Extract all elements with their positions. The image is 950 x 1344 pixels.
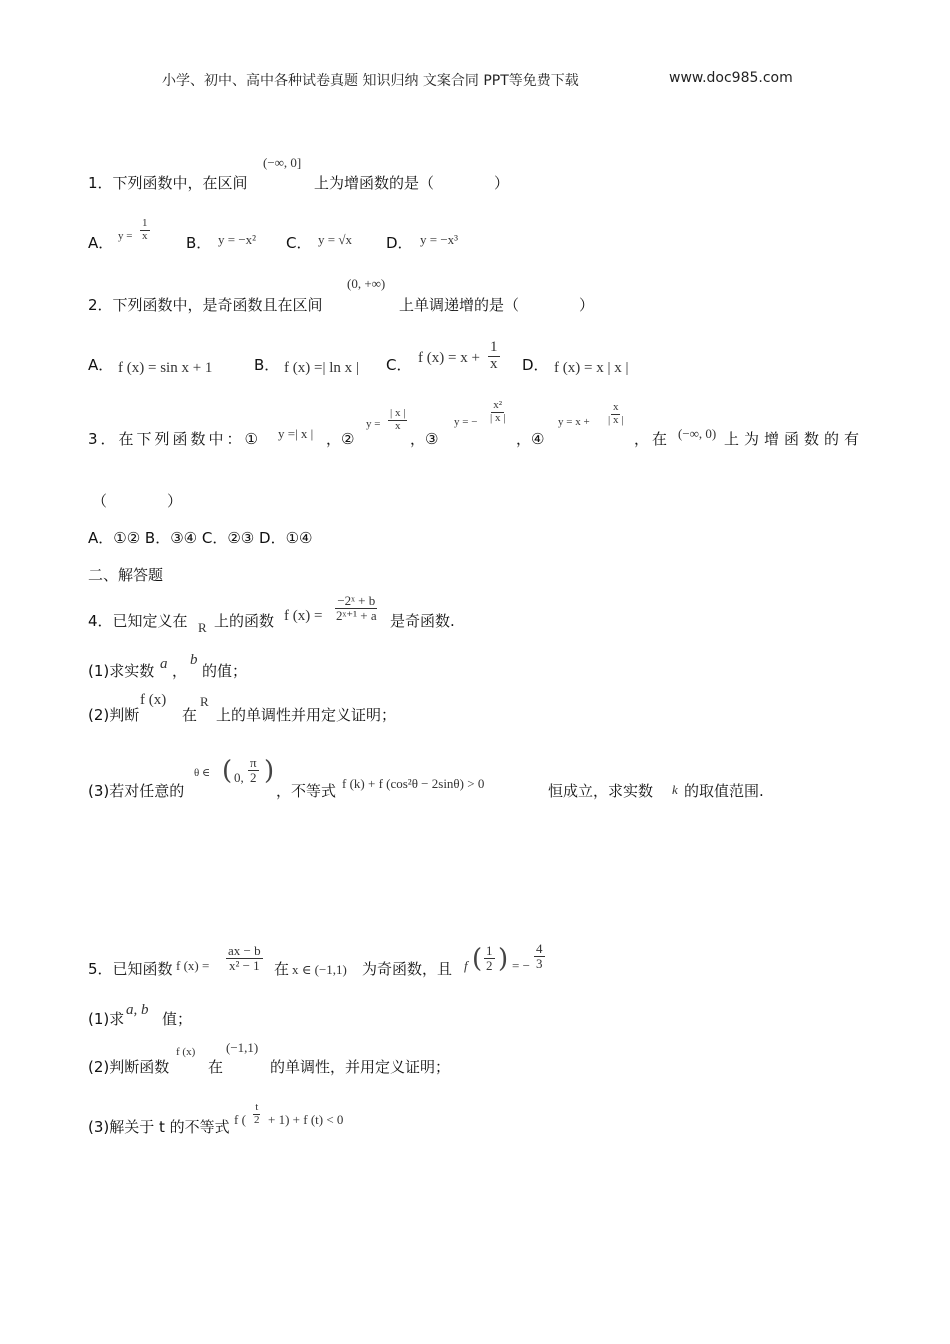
q3-f4-frac: $\frac{x}{| x |}$ [608, 401, 624, 426]
q5-part3-frac: $\frac{t}{2}$ [254, 1101, 260, 1126]
q5-cond-frac: $\frac{1}{2}$ [486, 943, 493, 973]
q1-option-b-label: B． [186, 234, 212, 252]
q4-part3: (3)若对任意的 θ ∈ ( 0, $\frac{\pi}{2}$ ) ，不等式 f (k) + f (cos²θ − 2sinθ) > 0 恒成立，求实数 k 的取值范围. [88, 755, 764, 800]
q2-option-a-expr: f (x) = sin x + 1 [118, 360, 213, 376]
q4-part2: (2)判断 f (x) 在 R 上的单调性并用定义证明； [88, 692, 397, 724]
q2-option-b-label: B． [254, 356, 280, 374]
q4-theta: θ ∈ [194, 767, 211, 779]
q2-option-b-expr: f (x) =| ln x | [284, 360, 359, 376]
q2-option-c-label: C． [386, 356, 412, 374]
q5-f-frac: $\frac{ax - b}{\text{x² − 1}}$ [228, 943, 261, 973]
q1-option-c-expr: y = √x [318, 232, 352, 247]
q1-option-a-label: A． [88, 234, 114, 252]
section-title: 二、解答题 [88, 566, 164, 584]
q2-lead: 2．下列函数中，是奇函数且在区间 [88, 296, 323, 314]
q4-mid: 上的函数 [214, 612, 275, 630]
q5-stem: 5．已知函数 f (x) = $\frac{ax - b}{\text{x² − 1}}$ 在 x ∈ (−1,1) 为奇函数，且 f ( $\frac{1}{2}$ ) = − $\frac{4}{3}$ [88, 941, 543, 978]
q1-option-a-frac: $\frac{1}{x}$ [142, 217, 148, 242]
q3-tail: 上为增函数的有 [724, 430, 865, 448]
q5-f-lhs: f (x) = [176, 958, 210, 973]
q1-lead: 1．下列函数中，在区间 [88, 174, 248, 192]
q5-cond-rhs-frac: $\frac{4}{3}$ [536, 941, 543, 971]
q2-tail: 上单调递增的是（ ） [399, 296, 595, 314]
q1-option-d-label: D． [386, 234, 413, 252]
q4-part1: (1)求实数 a ， b 的值； [88, 652, 248, 680]
q1-option-d-expr: y = −x³ [420, 232, 459, 247]
q2-option-c-lhs: f (x) = x + [418, 350, 480, 366]
q2-option-a-label: A． [88, 356, 114, 374]
q4-stem [88, 592, 588, 640]
page-header [162, 70, 579, 90]
q4-inequality: f (k) + f (cos²θ − 2sinθ) > 0 [342, 776, 485, 791]
q3-f1: y =| x | [278, 426, 314, 441]
q5-part1: (1)求 a, b 值； [88, 1002, 193, 1028]
q2-option-d-label: D． [522, 356, 549, 374]
q3-f4-lhs: y = x + [558, 416, 590, 428]
q3-interval: (−∞, 0) [678, 426, 717, 441]
q1-tail: 上为增函数的是（ ） [314, 174, 510, 192]
q4-f-lhs: f (x) = [284, 608, 323, 624]
q2-option-d-expr: f (x) = x | x | [554, 360, 629, 376]
q1-option-b-expr: y = −x² [218, 232, 257, 247]
q4-tail: 是奇函数. [390, 612, 455, 630]
q5-part2: (2)判断函数 f (x) 在 (−1,1) 的单调性，并用定义证明； [88, 1040, 451, 1076]
q5-part2-f: f (x) [176, 1046, 196, 1058]
q2-options [88, 338, 648, 382]
q5-part3: (3)解关于 t 的不等式 f ( $\frac{t}{2}$ + 1) + f (t) < 0 [88, 1101, 344, 1136]
q1-option-a-lhs: y = [118, 230, 133, 242]
header-text: 小学、初中、高中各种试卷真题 知识归纳 文案合同 PPT等免费下载 [162, 73, 579, 89]
q1-option-c-label: C． [286, 234, 312, 252]
q3-options: A．①② B．③④ C．②③ D．①④ [88, 529, 313, 547]
q3-lead: 3．在下列函数中：① [88, 430, 261, 448]
q1-options [88, 218, 508, 254]
q2-option-c-frac: $\frac{1}{x}$ [490, 339, 498, 372]
q5-part2-interval: (−1,1) [226, 1040, 259, 1055]
q4-f-frac: $\frac{\text{−2ˣ + b}}{\text{2ˣ⁺¹ + a}}$ [336, 593, 377, 623]
q3-f3-lhs: y = − [454, 416, 478, 428]
q4-part2-f: f (x) [140, 692, 167, 708]
q3-f2-frac: $\frac{| x |}{x}$ [390, 407, 406, 432]
q3-f3-frac: $\frac{\text{x²}}{| x |}$ [490, 399, 506, 424]
q3-f2-lhs: y = [366, 418, 381, 430]
q4-lead: 4．已知定义在 [88, 612, 188, 630]
q1-interval: (−∞, 0] [263, 155, 302, 170]
q3-paren: （ ） [92, 492, 183, 510]
q5-domain: x ∈ (−1,1) [292, 962, 347, 977]
q4-pi-frac: $\frac{\pi}{2}$ [250, 755, 257, 785]
q2-interval: (0, +∞) [347, 276, 386, 291]
header-url[interactable]: www.doc985.com [669, 70, 793, 86]
q4-R: R [198, 620, 207, 635]
q3-stem: 3．在下列函数中：① y =| x | ，② y = $\frac{| x |}{x}$ ，③ y = − $\frac{\text{x²}}{| x |}$ ，④ y = x + $\frac{x}{| x |}$ ，在 (−∞, 0) 上为增函数的有 [88, 399, 865, 448]
